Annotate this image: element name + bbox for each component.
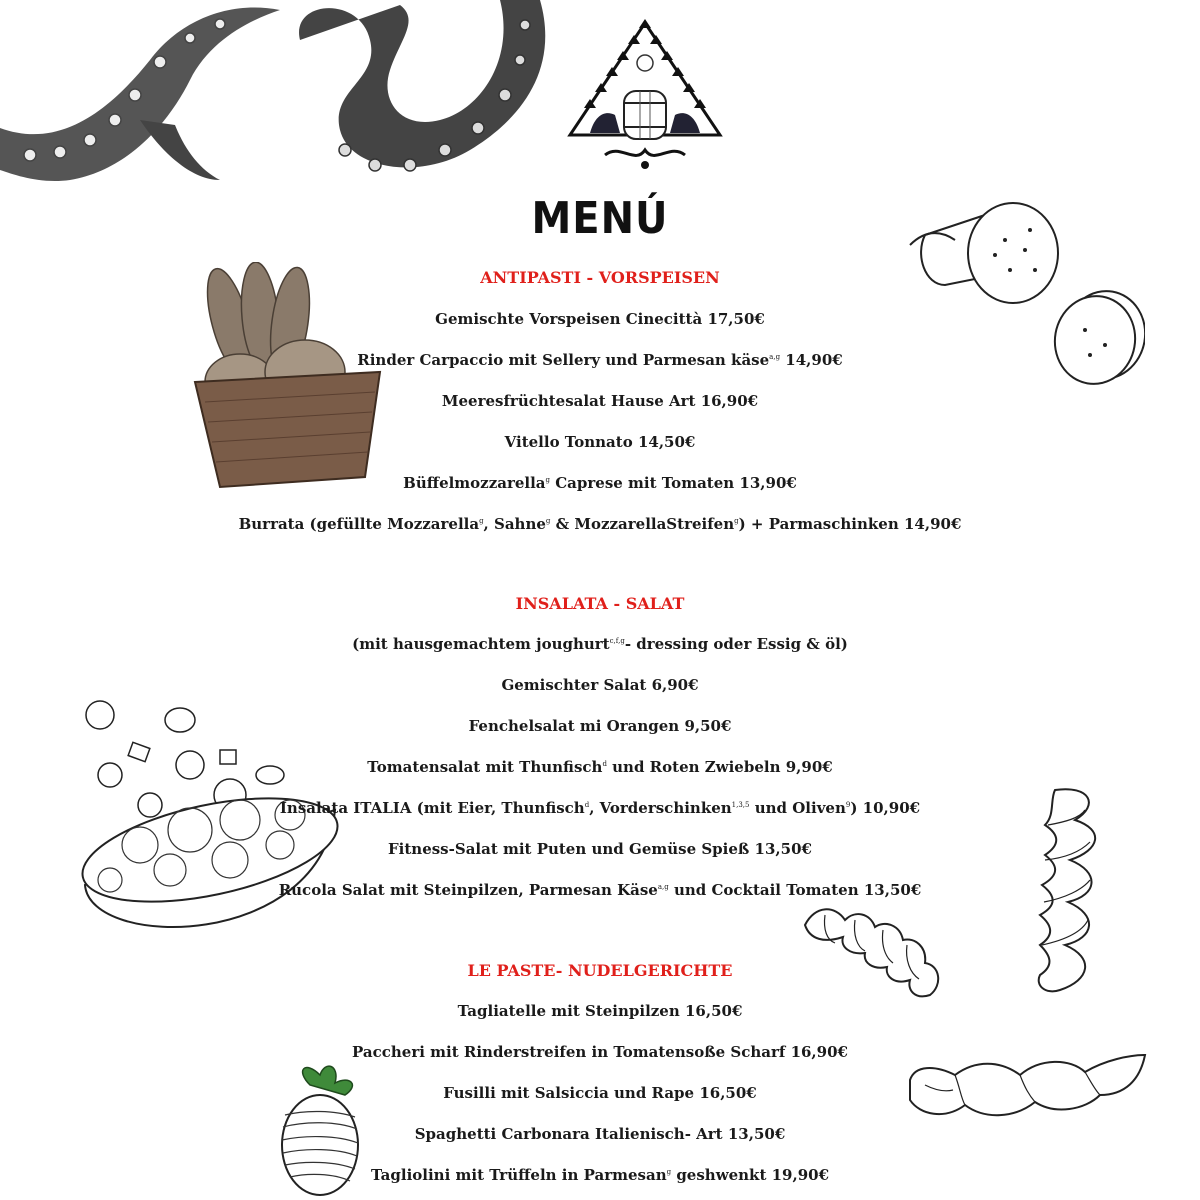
logo-triangle-barrel-icon [560, 15, 730, 185]
menu-item: Gemischte Vorspeisen Cinecittà 17,50€ [435, 310, 765, 328]
octopus-tentacle-icon [0, 0, 560, 200]
menu-item: Tagliolini mit Trüffeln in Parmesan$^g$ geshwenkt 19,90€ [370, 1166, 830, 1184]
menu-item: Fenchelsalat mi Orangen 9,50€ [468, 717, 732, 735]
menu-item: Spaghetti Carbonara Italienisch- Art 13,50€ [414, 1125, 786, 1143]
section-title-antipasti: ANTIPASTI - VORSPEISEN [480, 268, 720, 287]
menu-item: Rucola Salat mit Steinpilzen, Parmesan Käse$^{a,g}$ und Cocktail Tomaten 13,50€ [278, 881, 922, 899]
section-title-insalata: INSALATA - SALAT [515, 594, 685, 613]
section-title-paste: LE PASTE- NUDELGERICHTE [467, 961, 733, 980]
menu-title: MENÚ [531, 194, 669, 244]
menu-item: Vitello Tonnato 14,50€ [504, 433, 696, 451]
menu-item: Tagliatelle mit Steinpilzen 16,50€ [457, 1002, 743, 1020]
menu-item: Burrata (gefüllte Mozzarella$^g$, Sahne$^g$ & MozzarellaStreifen$^g$) + Parmaschinken 14,90€ [238, 515, 962, 533]
menu-item: Insalata ITALIA (mit Eier, Thunfisch$^d$, Vorderschinken$^{1,3,5}$ und Oliven$^9$) 10,90€ [279, 799, 921, 817]
menu-item: Meeresfrüchtesalat Hause Art 16,90€ [441, 392, 759, 410]
bread-basket-icon [190, 262, 390, 492]
menu-item: Fitness-Salat mit Puten und Gemüse Spieß 13,50€ [388, 840, 812, 858]
menu-item: Fusilli mit Salsiccia und Rape 16,50€ [443, 1084, 757, 1102]
menu-item: Paccheri mit Rinderstreifen in Tomatensoße Scharf 16,90€ [352, 1043, 848, 1061]
dressing-note: (mit hausgemachtem joughurt$^{c,f,g}$- dressing oder Essig & öl) [352, 635, 848, 653]
salad-bowl-icon [70, 695, 350, 965]
menu-item: Rinder Carpaccio mit Sellery und Parmesan käse$^{a,g}$ 14,90€ [357, 351, 843, 369]
menu-item: Gemischter Salat 6,90€ [501, 676, 699, 694]
twisted-pasta-icon [795, 895, 945, 1005]
menu-item: Büffelmozzarella$^g$ Caprese mit Tomaten 13,90€ [403, 474, 797, 492]
menu-item: Tomatensalat mit Thunfisch$^d$ und Roten Zwiebeln 9,90€ [367, 758, 833, 776]
